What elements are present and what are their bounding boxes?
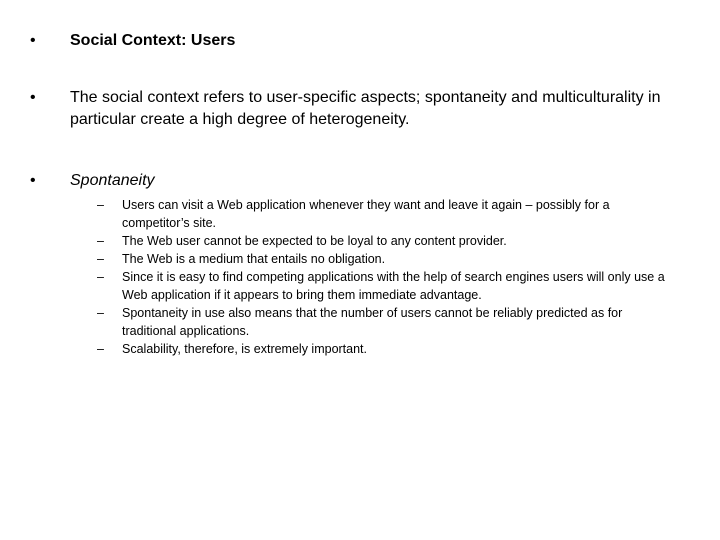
bullet-dot: •	[30, 172, 36, 189]
sub-list-text: Scalability, therefore, is extremely important.	[122, 342, 368, 356]
sub-list-item	[97, 304, 677, 340]
spontaneity-sub-list	[97, 196, 677, 358]
sub-list-item	[97, 250, 677, 268]
bullet-dot: •	[30, 89, 36, 106]
sub-list-item	[97, 268, 677, 304]
sub-list-text: Spontaneity in use also means that the number of users cannot be reliably predicted as for traditional applications.	[122, 306, 623, 338]
sub-list-text: The Web is a medium that entails no obligation.	[122, 252, 386, 266]
bullet-item-definition	[30, 87, 690, 131]
sub-list-text: Users can visit a Web application whenever they want and leave it again – possibly for a competitor’s site.	[122, 198, 610, 230]
dash-marker: –	[97, 198, 104, 212]
bullet-item-spontaneity	[30, 170, 690, 192]
bullet-text-definition: The social context refers to user-specific aspects; spontaneity and multiculturality in particular create a high degree of heterogeneity.	[70, 89, 661, 128]
sub-list-item	[97, 340, 677, 358]
dash-marker: –	[97, 234, 104, 248]
sub-list-text: Since it is easy to find competing applications with the help of search engines users will only use a Web application if it appears to bring them immediate advantage.	[122, 270, 665, 302]
dash-marker: –	[97, 342, 104, 356]
sub-list-text: The Web user cannot be expected to be loyal to any content provider.	[122, 234, 507, 248]
bullet-text-social-context: Social Context: Users	[70, 32, 236, 49]
bullet-text-spontaneity: Spontaneity	[70, 172, 155, 189]
dash-marker: –	[97, 306, 104, 320]
bullet-item-title	[30, 30, 690, 52]
sub-list-item	[97, 232, 677, 250]
sub-list-item	[97, 196, 677, 232]
dash-marker: –	[97, 252, 104, 266]
dash-marker: –	[97, 270, 104, 284]
bullet-dot: •	[30, 32, 36, 49]
